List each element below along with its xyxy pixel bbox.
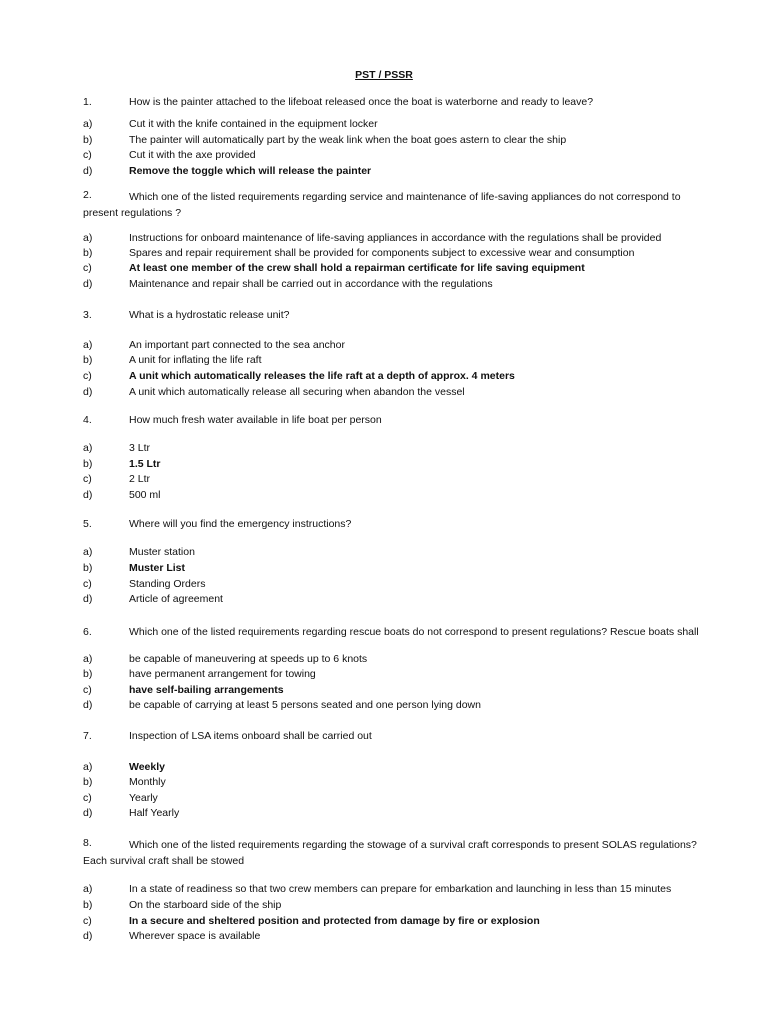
question-3	[83, 309, 713, 322]
question-5	[83, 518, 713, 531]
option-letter: a)	[83, 653, 93, 665]
option-letter: c)	[83, 370, 92, 382]
option-7a	[83, 761, 713, 774]
option-letter: d)	[83, 593, 93, 605]
option-8a	[83, 883, 713, 896]
question-6	[83, 626, 723, 639]
option-letter: a)	[83, 442, 93, 454]
question-number: 6.	[83, 626, 92, 638]
option-1c	[83, 149, 713, 162]
option-letter: b)	[83, 668, 93, 680]
option-text: Muster List	[129, 562, 186, 574]
option-2a	[83, 232, 713, 245]
option-3d	[83, 386, 713, 399]
option-6d	[83, 699, 713, 712]
option-text: Yearly	[129, 792, 158, 804]
option-2b	[83, 247, 713, 260]
option-text: Weekly	[129, 761, 165, 773]
option-text: An important part connected to the sea anchor	[129, 339, 345, 351]
question-number: 8.	[83, 837, 92, 849]
option-3a	[83, 339, 713, 352]
option-letter: d)	[83, 807, 93, 819]
option-letter: d)	[83, 489, 93, 501]
option-6c	[83, 684, 713, 697]
option-4d	[83, 489, 713, 502]
option-text: Muster station	[129, 546, 195, 558]
option-5a	[83, 546, 713, 559]
option-letter: a)	[83, 546, 93, 558]
option-text: Remove the toggle which will release the painter	[129, 165, 372, 177]
option-5b	[83, 562, 713, 575]
option-letter: c)	[83, 915, 92, 927]
question-text: What is a hydrostatic release unit?	[129, 309, 290, 321]
option-text: 1.5 Ltr	[129, 458, 161, 470]
option-text: 2 Ltr	[129, 473, 151, 485]
option-6a	[83, 653, 713, 666]
option-text: In a secure and sheltered position and protected from damage by fire or explosion	[129, 915, 540, 927]
option-letter: b)	[83, 899, 93, 911]
question-1	[83, 96, 713, 109]
question-number: 1.	[83, 96, 92, 108]
question-number: 7.	[83, 730, 92, 742]
option-text: On the starboard side of the ship	[129, 899, 282, 911]
option-8b	[83, 899, 713, 912]
option-4a	[83, 442, 713, 455]
option-8c	[83, 915, 713, 928]
option-6b	[83, 668, 713, 681]
option-text: Article of agreement	[129, 593, 223, 605]
option-text: A unit which automatically releases the life raft at a depth of approx. 4 meters	[129, 370, 515, 382]
option-text: A unit for inflating the life raft	[129, 354, 262, 366]
option-text: have permanent arrangement for towing	[129, 668, 316, 680]
option-letter: a)	[83, 118, 93, 130]
question-number: 3.	[83, 309, 92, 321]
question-text: How is the painter attached to the lifeboat released once the boat is waterborne and ready to leave?	[129, 96, 594, 108]
question-7	[83, 730, 713, 743]
option-2d	[83, 278, 713, 291]
option-3c	[83, 370, 713, 383]
option-8d	[83, 930, 713, 943]
question-text: Inspection of LSA items onboard shall be carried out	[129, 730, 372, 742]
option-letter: b)	[83, 247, 93, 259]
option-text: Standing Orders	[129, 578, 206, 590]
option-letter: a)	[83, 761, 93, 773]
question-number: 2.	[83, 189, 92, 201]
option-text: The painter will automatically part by the weak link when the boat goes astern to clear the ship	[129, 134, 567, 146]
question-text: Which one of the listed requirements regarding service and maintenance of life-saving appliances do not correspond to present regulations ?	[83, 191, 681, 219]
option-letter: d)	[83, 930, 93, 942]
option-letter: d)	[83, 165, 93, 177]
option-5d	[83, 593, 713, 606]
question-text: Which one of the listed requirements regarding rescue boats do not correspond to present regulations? Rescue boats shall	[129, 626, 699, 638]
option-letter: c)	[83, 149, 92, 161]
option-letter: d)	[83, 386, 93, 398]
option-7d	[83, 807, 713, 820]
option-text: Cut it with the axe provided	[129, 149, 256, 161]
option-letter: d)	[83, 278, 93, 290]
option-1b	[83, 134, 713, 147]
option-text: be capable of carrying at least 5 persons seated and one person lying down	[129, 699, 481, 711]
document-title: PST / PSSR	[355, 69, 413, 81]
option-2c	[83, 262, 713, 275]
option-text: In a state of readiness so that two crew members can prepare for embarkation and launching in less than 15 minutes	[129, 883, 672, 895]
option-4b	[83, 458, 713, 471]
option-letter: c)	[83, 473, 92, 485]
option-text: 3 Ltr	[129, 442, 151, 454]
question-number: 4.	[83, 414, 92, 426]
option-letter: b)	[83, 458, 93, 470]
question-2	[83, 189, 708, 221]
option-letter: c)	[83, 578, 92, 590]
question-8	[83, 837, 708, 869]
option-letter: b)	[83, 562, 93, 574]
question-4	[83, 414, 713, 427]
question-number: 5.	[83, 518, 92, 530]
option-letter: c)	[83, 262, 92, 274]
option-1d	[83, 165, 713, 178]
option-letter: a)	[83, 339, 93, 351]
option-letter: b)	[83, 354, 93, 366]
option-text: Maintenance and repair shall be carried out in accordance with the regulations	[129, 278, 493, 290]
option-text: At least one member of the crew shall hold a repairman certificate for life saving equipment	[129, 262, 585, 274]
option-4c	[83, 473, 713, 486]
option-text: have self-bailing arrangements	[129, 684, 284, 696]
option-letter: b)	[83, 134, 93, 146]
option-7c	[83, 792, 713, 805]
question-text: Where will you find the emergency instructions?	[129, 518, 352, 530]
option-3b	[83, 354, 713, 367]
option-1a	[83, 118, 713, 131]
option-letter: b)	[83, 776, 93, 788]
option-text: 500 ml	[129, 489, 161, 501]
option-5c	[83, 578, 713, 591]
option-text: Spares and repair requirement shall be provided for components subject to excessive wear and consumption	[129, 247, 635, 259]
question-text: How much fresh water available in life boat per person	[129, 414, 382, 426]
option-letter: d)	[83, 699, 93, 711]
option-text: be capable of maneuvering at speeds up to 6 knots	[129, 653, 368, 665]
option-text: Instructions for onboard maintenance of life-saving appliances in accordance with the regulations shall be provided	[129, 232, 662, 244]
option-letter: c)	[83, 792, 92, 804]
option-text: Half Yearly	[129, 807, 180, 819]
option-letter: a)	[83, 883, 93, 895]
option-7b	[83, 776, 713, 789]
option-text: Monthly	[129, 776, 166, 788]
option-text: A unit which automatically release all securing when abandon the vessel	[129, 386, 465, 398]
option-letter: c)	[83, 684, 92, 696]
option-text: Wherever space is available	[129, 930, 261, 942]
question-text: Which one of the listed requirements regarding the stowage of a survival craft corresponds to present SOLAS regulations? Each survival craft shall be stowed	[83, 839, 697, 867]
option-text: Cut it with the knife contained in the equipment locker	[129, 118, 378, 130]
option-letter: a)	[83, 232, 93, 244]
